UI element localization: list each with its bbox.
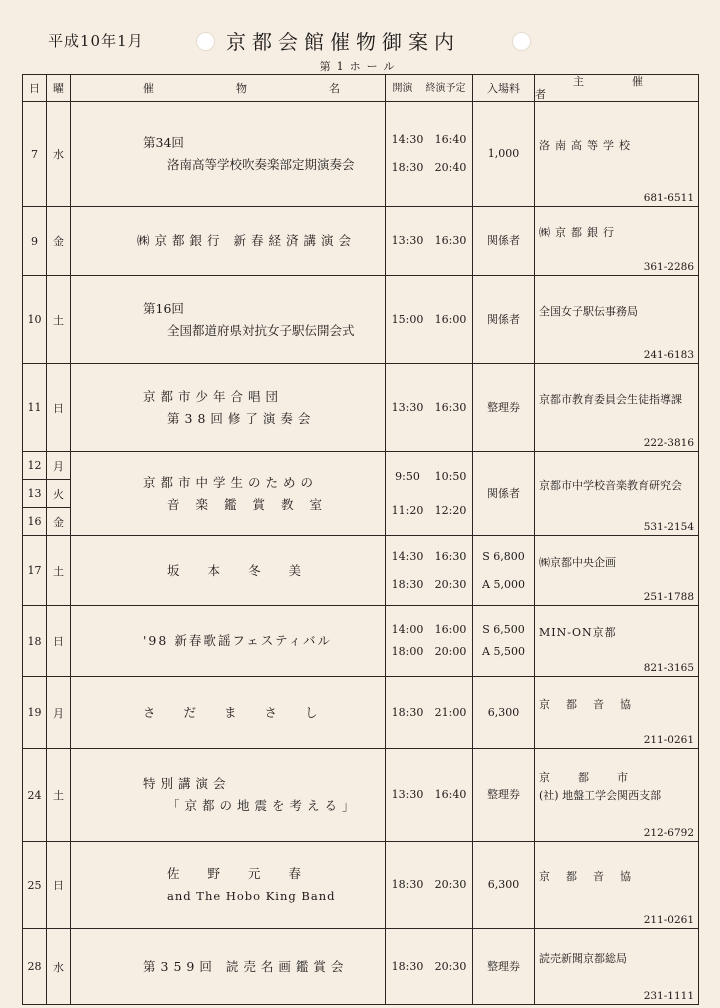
organizer-phone: 212-6792 — [643, 827, 694, 839]
event-title-line: さだまさし — [143, 704, 346, 720]
event-day: 10 — [23, 276, 47, 364]
event-title-line: 第38回修了演奏会 — [167, 410, 316, 426]
event-times — [386, 276, 473, 364]
end-time: 16:00 — [434, 623, 467, 636]
start-time: 18:30 — [391, 878, 424, 891]
event-day: 17 — [23, 536, 47, 606]
start-time: 13:30 — [391, 400, 424, 414]
event-title-line: 特別講演会 — [143, 776, 231, 791]
price-line: 関係者 — [487, 312, 520, 326]
table-row — [23, 842, 699, 929]
event-day: 7 — [23, 102, 47, 207]
event-times — [386, 606, 473, 677]
end-time: 16:30 — [434, 400, 467, 414]
event-title-line: 全国都道府県対抗女子駅伝開会式 — [167, 322, 355, 338]
end-time: 21:00 — [434, 705, 467, 719]
organizer — [535, 842, 699, 929]
event-title-line: 「京都の地震を考える」 — [167, 798, 360, 813]
page-title: 京都会館催物御案内 — [226, 30, 460, 54]
price-line: 整理券 — [487, 788, 520, 801]
col-header-dow: 曜 — [47, 75, 71, 102]
organizer-name: 京都市中学校音楽教育研究会 — [539, 478, 682, 492]
admission-price — [473, 207, 535, 276]
start-time: 14:30 — [391, 133, 424, 146]
organizer — [535, 536, 699, 606]
organizer — [535, 276, 699, 364]
table-row — [23, 276, 699, 364]
organizer-name: 京都市 — [539, 771, 656, 784]
event-title — [71, 276, 386, 364]
admission-price — [473, 606, 535, 677]
event-times — [386, 102, 473, 207]
start-time: 11:20 — [391, 503, 424, 517]
event-title — [71, 364, 386, 452]
event-title-line: 第359回 読売名画鑑賞会 — [143, 958, 349, 974]
col-header-price: 入場料 — [473, 75, 535, 102]
end-time: 16:40 — [434, 788, 467, 801]
start-time: 13:30 — [391, 788, 424, 801]
event-day: 11 — [23, 364, 47, 452]
organizer-phone: 222-3816 — [643, 437, 694, 449]
organizer-name: 全国女子駅伝事務局 — [539, 304, 638, 318]
price-line: 関係者 — [487, 486, 520, 500]
punch-hole-right — [512, 32, 531, 51]
event-day: 12 — [23, 452, 47, 480]
punch-hole-left — [196, 32, 215, 51]
end-time: 16:30 — [434, 549, 467, 563]
organizer-name: 洛南高等学校 — [539, 139, 635, 152]
table-row — [23, 606, 699, 677]
price-line: 6,300 — [487, 878, 520, 891]
event-day: 9 — [23, 207, 47, 276]
end-time: 20:00 — [434, 645, 467, 658]
start-time: 9:50 — [395, 469, 420, 483]
start-time: 18:30 — [391, 705, 424, 719]
event-weekday: 土 — [47, 749, 71, 842]
event-day: 19 — [23, 677, 47, 749]
price-line: S 6,800 — [482, 549, 525, 563]
event-day: 16 — [23, 508, 47, 536]
event-title-line: 洛南高等学校吹奏楽部定期演奏会 — [167, 157, 355, 172]
event-title — [71, 677, 386, 749]
admission-price — [473, 677, 535, 749]
table-row — [23, 207, 699, 276]
event-title-line: 京都市少年合唱団 — [143, 388, 284, 404]
organizer-phone: 531-2154 — [643, 521, 694, 533]
price-line: S 6,500 — [482, 623, 525, 636]
end-time: 20:30 — [434, 959, 467, 973]
organizer-name: 京都市教育委員会生徒指導課 — [539, 392, 682, 406]
event-weekday: 金 — [47, 508, 71, 536]
event-title — [71, 452, 386, 536]
end-time: 10:50 — [434, 469, 467, 483]
table-row — [23, 929, 699, 1005]
start-time: 14:30 — [391, 549, 424, 563]
event-times — [386, 677, 473, 749]
event-weekday: 日 — [47, 364, 71, 452]
end-time: 12:20 — [434, 503, 467, 517]
start-time: 18:30 — [391, 161, 424, 174]
organizer-name: (社) 地盤工学会関西支部 — [539, 789, 662, 802]
col-header-org-1: 主 — [573, 75, 584, 88]
event-title — [71, 102, 386, 207]
event-day: 24 — [23, 749, 47, 842]
organizer — [535, 929, 699, 1005]
organizer — [535, 102, 699, 207]
event-title-line: 第16回 — [143, 300, 184, 316]
organizer-name: ㈱京都中央企画 — [539, 555, 616, 569]
col-header-event-2: 物 — [236, 81, 247, 95]
table-row — [23, 452, 699, 480]
col-header-org-3: 者 — [535, 88, 546, 101]
event-title-line: 第34回 — [143, 135, 184, 150]
end-time: 20:40 — [434, 161, 467, 174]
schedule-table — [22, 74, 699, 1005]
admission-price — [473, 749, 535, 842]
organizer-phone: 211-0261 — [643, 734, 694, 746]
price-line: 整理券 — [487, 959, 520, 973]
price-line: A 5,000 — [482, 577, 525, 591]
organizer-name: 京都音協 — [539, 697, 647, 711]
organizer-phone: 211-0261 — [643, 914, 694, 926]
organizer-name: ㈱京都銀行 — [539, 226, 619, 239]
organizer — [535, 606, 699, 677]
price-line: A 5,500 — [482, 645, 525, 658]
event-weekday: 土 — [47, 536, 71, 606]
organizer-name: 京都音協 — [539, 870, 647, 883]
organizer-phone: 681-6511 — [643, 192, 694, 204]
col-header-times — [386, 75, 473, 102]
end-time: 16:30 — [434, 234, 467, 247]
start-time: 15:00 — [391, 312, 424, 326]
event-weekday: 日 — [47, 606, 71, 677]
organizer-phone: 361-2286 — [643, 261, 694, 273]
event-title-line: 佐野元春 — [167, 866, 330, 881]
col-header-event-3: 名 — [329, 81, 340, 95]
organizer — [535, 749, 699, 842]
event-times — [386, 364, 473, 452]
event-times — [386, 207, 473, 276]
admission-price — [473, 842, 535, 929]
organizer-phone: 231-1111 — [643, 990, 694, 1002]
start-time: 18:30 — [391, 959, 424, 973]
start-time: 13:30 — [391, 234, 424, 247]
event-day: 13 — [23, 480, 47, 508]
hall-name: 第1ホール — [319, 60, 401, 73]
price-line: 1,000 — [487, 147, 520, 160]
end-time: 16:00 — [434, 312, 467, 326]
start-time: 14:00 — [391, 623, 424, 636]
col-header-event-1: 催 — [143, 81, 154, 95]
event-weekday: 月 — [47, 452, 71, 480]
event-weekday: 月 — [47, 677, 71, 749]
event-title — [71, 749, 386, 842]
organizer — [535, 452, 699, 536]
admission-price — [473, 536, 535, 606]
event-title — [71, 606, 386, 677]
organizer — [535, 207, 699, 276]
event-title-line: and The Hobo King Band — [167, 889, 336, 903]
table-row — [23, 102, 699, 207]
event-times — [386, 842, 473, 929]
event-weekday: 土 — [47, 276, 71, 364]
table-row — [23, 677, 699, 749]
admission-price — [473, 929, 535, 1005]
organizer-name: MIN-ON京都 — [539, 626, 617, 639]
col-header-start: 開演 — [392, 82, 413, 94]
organizer — [535, 677, 699, 749]
event-title-line: 音楽鑑賞教室 — [167, 496, 339, 512]
start-time: 18:30 — [391, 577, 424, 591]
event-title-line: 京都市中学生のための — [143, 474, 319, 490]
end-time: 20:30 — [434, 577, 467, 591]
header-date: 平成10年1月 — [48, 32, 144, 50]
table-row — [23, 364, 699, 452]
col-header-org-2: 催 — [632, 75, 643, 88]
event-day: 28 — [23, 929, 47, 1005]
price-line: 整理券 — [487, 400, 520, 414]
table-header — [23, 75, 699, 102]
price-line: 関係者 — [487, 234, 520, 247]
event-title — [71, 842, 386, 929]
price-line: 6,300 — [487, 705, 520, 719]
event-title — [71, 536, 386, 606]
table-row — [23, 536, 699, 606]
end-time: 16:40 — [434, 133, 467, 146]
event-day: 18 — [23, 606, 47, 677]
event-title-line: '98 新春歌謡フェスティバル — [143, 633, 332, 648]
col-header-org — [535, 75, 699, 102]
event-weekday: 火 — [47, 480, 71, 508]
event-weekday: 水 — [47, 929, 71, 1005]
event-weekday: 日 — [47, 842, 71, 929]
event-times — [386, 749, 473, 842]
col-header-end: 終演予定 — [425, 82, 466, 94]
event-times — [386, 929, 473, 1005]
admission-price — [473, 364, 535, 452]
col-header-day: 日 — [23, 75, 47, 102]
event-title-line: 坂本冬美 — [167, 562, 330, 578]
table-row — [23, 749, 699, 842]
event-title-line: ㈱京都銀行 新春経済講演会 — [137, 233, 356, 248]
organizer-phone: 821-3165 — [643, 662, 694, 674]
organizer-phone: 241-6183 — [643, 349, 694, 361]
event-weekday: 水 — [47, 102, 71, 207]
event-title — [71, 929, 386, 1005]
admission-price — [473, 102, 535, 207]
end-time: 20:30 — [434, 878, 467, 891]
organizer-name: 読売新聞京都総局 — [539, 951, 627, 965]
event-day: 25 — [23, 842, 47, 929]
event-weekday: 金 — [47, 207, 71, 276]
col-header-event — [71, 75, 386, 102]
admission-price — [473, 276, 535, 364]
event-times — [386, 536, 473, 606]
start-time: 18:00 — [391, 645, 424, 658]
admission-price — [473, 452, 535, 536]
organizer-phone: 251-1788 — [643, 591, 694, 603]
organizer — [535, 364, 699, 452]
event-times — [386, 452, 473, 536]
event-title — [71, 207, 386, 276]
